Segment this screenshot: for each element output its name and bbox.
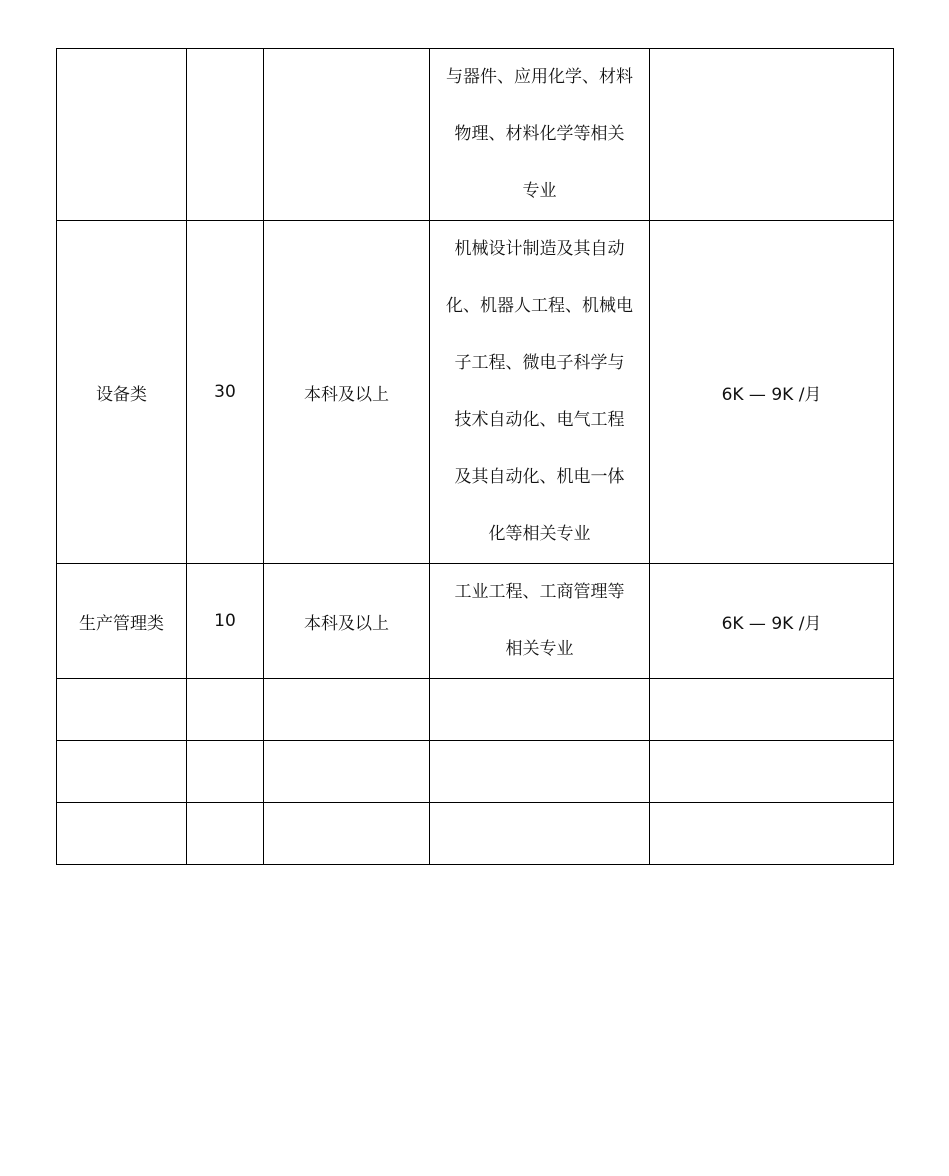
major-cell (430, 741, 650, 803)
education-cell: 本科及以上 (264, 221, 430, 564)
education-cell: 本科及以上 (264, 564, 430, 679)
major-line: 化等相关专业 (488, 524, 591, 544)
category-cell: 设备类 (57, 221, 187, 564)
table-row (57, 679, 894, 741)
salary-cell: 6K — 9K /月 (650, 221, 894, 564)
count-cell (187, 679, 264, 741)
major-cell (430, 564, 650, 679)
table-row (57, 221, 894, 564)
table-row (57, 49, 894, 221)
education-cell (264, 741, 430, 803)
major-cell (430, 49, 650, 221)
count-cell (187, 741, 264, 803)
salary-cell (650, 803, 894, 865)
major-line: 化、机器人工程、机械电 (446, 296, 633, 316)
major-line: 工业工程、工商管理等 (454, 582, 625, 602)
education-cell (264, 679, 430, 741)
salary-cell (650, 741, 894, 803)
category-cell (57, 679, 187, 741)
major-cell (430, 679, 650, 741)
salary-cell (650, 49, 894, 221)
education-cell (264, 49, 430, 221)
count-cell: 10 (187, 564, 264, 679)
table-row (57, 803, 894, 865)
table-row (57, 564, 894, 679)
count-cell (187, 49, 264, 221)
major-line: 专业 (522, 181, 557, 201)
major-cell (430, 221, 650, 564)
major-line: 子工程、微电子科学与 (454, 353, 625, 373)
major-line: 机械设计制造及其自动 (454, 239, 625, 259)
category-cell (57, 49, 187, 221)
education-cell (264, 803, 430, 865)
recruitment-table (56, 48, 894, 865)
table-row (57, 741, 894, 803)
count-cell (187, 803, 264, 865)
count-cell: 30 (187, 221, 264, 564)
major-line: 技术自动化、电气工程 (454, 410, 625, 430)
category-cell (57, 803, 187, 865)
category-cell: 生产管理类 (57, 564, 187, 679)
salary-cell: 6K — 9K /月 (650, 564, 894, 679)
major-cell (430, 803, 650, 865)
major-line: 及其自动化、机电一体 (454, 467, 625, 487)
major-line: 相关专业 (505, 639, 574, 659)
category-cell (57, 741, 187, 803)
major-line: 与器件、应用化学、材料 (446, 67, 633, 87)
salary-cell (650, 679, 894, 741)
major-line: 物理、材料化学等相关 (454, 124, 625, 144)
